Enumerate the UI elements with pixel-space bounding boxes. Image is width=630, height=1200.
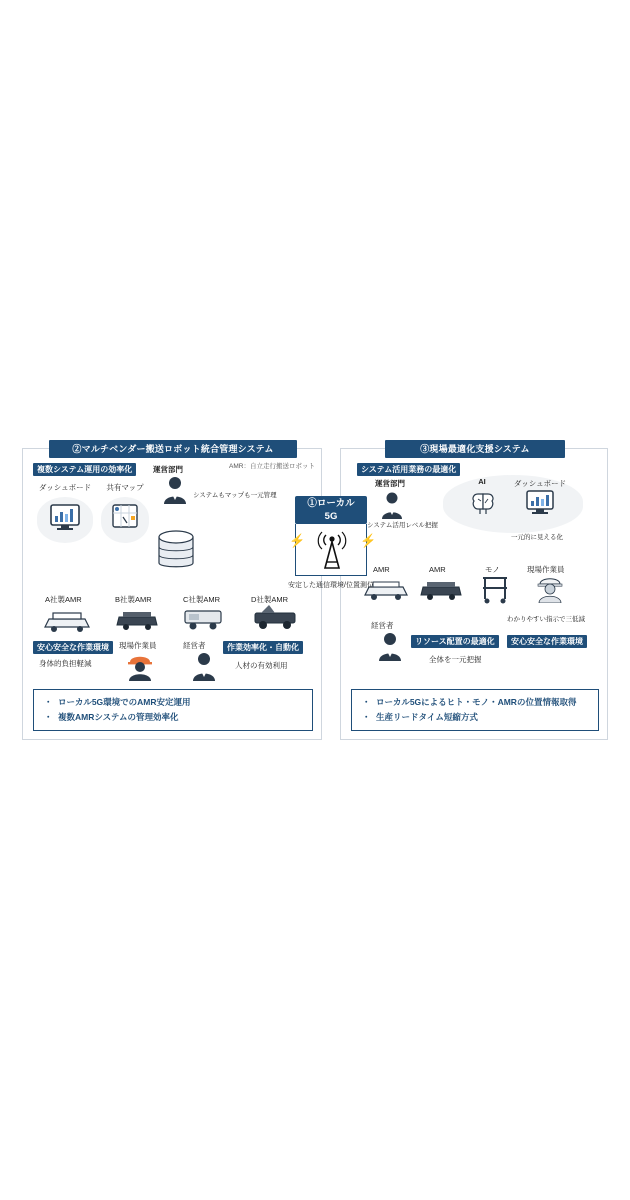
summary-left [33,689,313,731]
signal-bolt-left-icon: ⚡ [289,533,306,548]
panel-site-optimization [340,444,608,740]
label-amr-d: D社製AMR [251,595,289,604]
tag-safe-work-environment-right: 安心安全な作業環境 [507,635,587,648]
local-5g-note: 安定した通信環境/位置測位 [288,582,374,589]
label-field-worker-left: 現場作業員 [119,641,157,650]
tag-safe-work-environment-left: 安心安全な作業環境 [33,641,113,654]
label-dashboard: ダッシュボード [38,483,92,492]
label-amr-a: A社製AMR [45,595,82,604]
tag-multi-system-efficiency: 複数システム運用の効率化 [33,463,136,476]
label-shared-map: 共有マップ [106,483,144,492]
dashboard-monitor-icon [525,489,555,517]
label-physical-burden-reduction: 身体的負担軽減 [39,659,92,668]
local-5g-badge [288,496,377,604]
amr-node-2-icon [419,577,465,603]
label-amr-b: B社製AMR [115,595,152,604]
map-icon [111,503,139,531]
signal-bolt-right-icon: ⚡ [360,533,377,548]
monitor-icon [49,503,81,533]
label-manager-left: 経営者 [183,641,206,650]
system-overview-diagram [14,440,616,760]
label-overall-grasp: 全体を一元把握 [429,655,482,664]
field-worker-icon-right [537,573,563,603]
summary-right-line-2: ・ 生産リードタイム短縮方式 [358,710,592,725]
label-manager-right: 経営者 [371,621,394,630]
label-dashboard-right: ダッシュボード [513,479,567,488]
manager-person-icon-right [377,631,403,661]
local-5g-title [295,496,367,524]
label-node-amr-2: AMR [429,565,446,574]
tag-system-use-optimization: システム活用業務の最適化 [357,463,460,476]
note-unified-visibility: 一元的に見える化 [511,534,563,541]
label-operations-dept: 運営部門 [153,465,183,474]
label-operations-dept-right: 運営部門 [375,479,405,488]
tag-work-efficiency-automation: 作業効率化・自動化 [223,641,303,654]
manager-person-icon-left [191,651,217,681]
database-icon [157,529,195,573]
note-amr-definition: AMR：自立走行搬送ロボット [229,463,315,470]
operations-person-icon [163,475,187,505]
cart-mono-icon [479,573,511,605]
amr-robot-a-icon [43,607,91,635]
ai-brain-icon [469,489,497,517]
note-unified-management: システムもマップも一元管理 [193,492,277,499]
note-clear-instruction: わかりやすい指示で三低減 [507,616,585,623]
amr-robot-b-icon [115,607,159,633]
label-node-field-worker: 現場作業員 [527,565,565,574]
amr-robot-d-icon [251,603,299,633]
amr-robot-c-icon [181,605,225,633]
local-5g-line1: ①ローカル [307,498,355,509]
local-5g-line2: 5G [324,511,338,522]
panel-left-title: ②マルチベンダー搬送ロボット統合管理システム [49,440,297,458]
note-system-level: システム活用レベル把握 [367,522,438,529]
label-node-mono: モノ [485,565,500,574]
label-human-resource-use: 人材の有効利用 [235,661,288,670]
tag-resource-optimization: リソース配置の最適化 [411,635,499,648]
panel-right-title: ③現場最適化支援システム [385,440,565,458]
panel-multivendor-amr [22,444,322,740]
summary-left-line-1: ・ ローカル5G環境でのAMR安定運用 [40,695,306,710]
field-worker-icon [127,651,153,681]
summary-left-line-2: ・ 複数AMRシステムの管理効率化 [40,710,306,725]
summary-right [351,689,599,731]
label-node-amr-1: AMR [373,565,390,574]
local-5g-body [289,524,377,576]
operations-person-icon-right [381,491,403,519]
label-amr-c: C社製AMR [183,595,221,604]
antenna-5g-icon [314,530,350,570]
summary-right-line-1: ・ ローカル5Gによるヒト・モノ・AMRの位置情報取得 [358,695,592,710]
label-ai: AI [478,477,486,486]
